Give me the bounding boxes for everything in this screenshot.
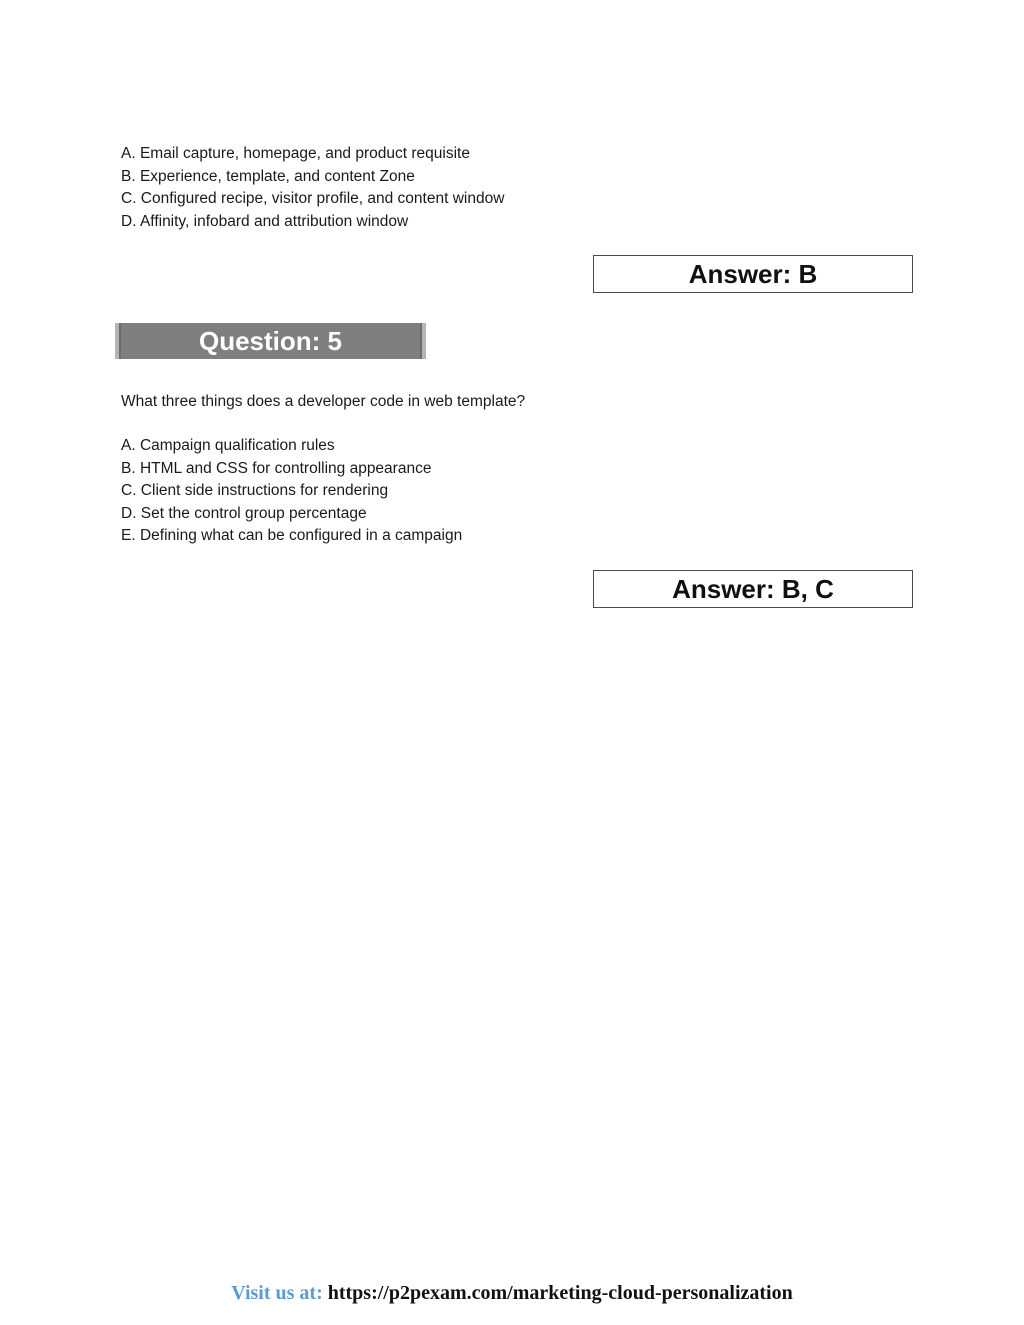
question-5-options <box>121 435 462 548</box>
question-header <box>115 323 426 359</box>
visit-label: Visit us at: <box>231 1282 323 1304</box>
footer <box>0 1282 1024 1305</box>
option-b: B. Experience, template, and content Zone <box>121 167 415 185</box>
answer-box-question-5 <box>593 570 913 608</box>
question-title: Question: 5 <box>198 325 342 356</box>
answer-text: Answer: B <box>688 258 818 289</box>
option-a: A. Campaign qualification rules <box>121 437 335 454</box>
question-4-options <box>121 143 504 233</box>
option-c: C. Client side instructions for rendering <box>121 482 389 499</box>
answer-text: Answer: B, C <box>672 573 834 604</box>
option-d: D. Affinity, infobard and attribution window <box>121 212 409 230</box>
footer-url-link[interactable]: https://p2pexam.com/marketing-cloud-personalization <box>327 1282 793 1304</box>
option-a: A. Email capture, homepage, and product requisite <box>121 145 470 162</box>
question-text: What three things does a developer code in web template? <box>121 393 526 410</box>
option-d: D. Set the control group percentage <box>121 504 367 522</box>
option-b: B. HTML and CSS for controlling appearance <box>121 459 432 477</box>
answer-box-question-4 <box>593 255 913 293</box>
option-c: C. Configured recipe, visitor profile, and content window <box>121 190 505 207</box>
option-e: E. Defining what can be configured in a campaign <box>121 527 463 544</box>
